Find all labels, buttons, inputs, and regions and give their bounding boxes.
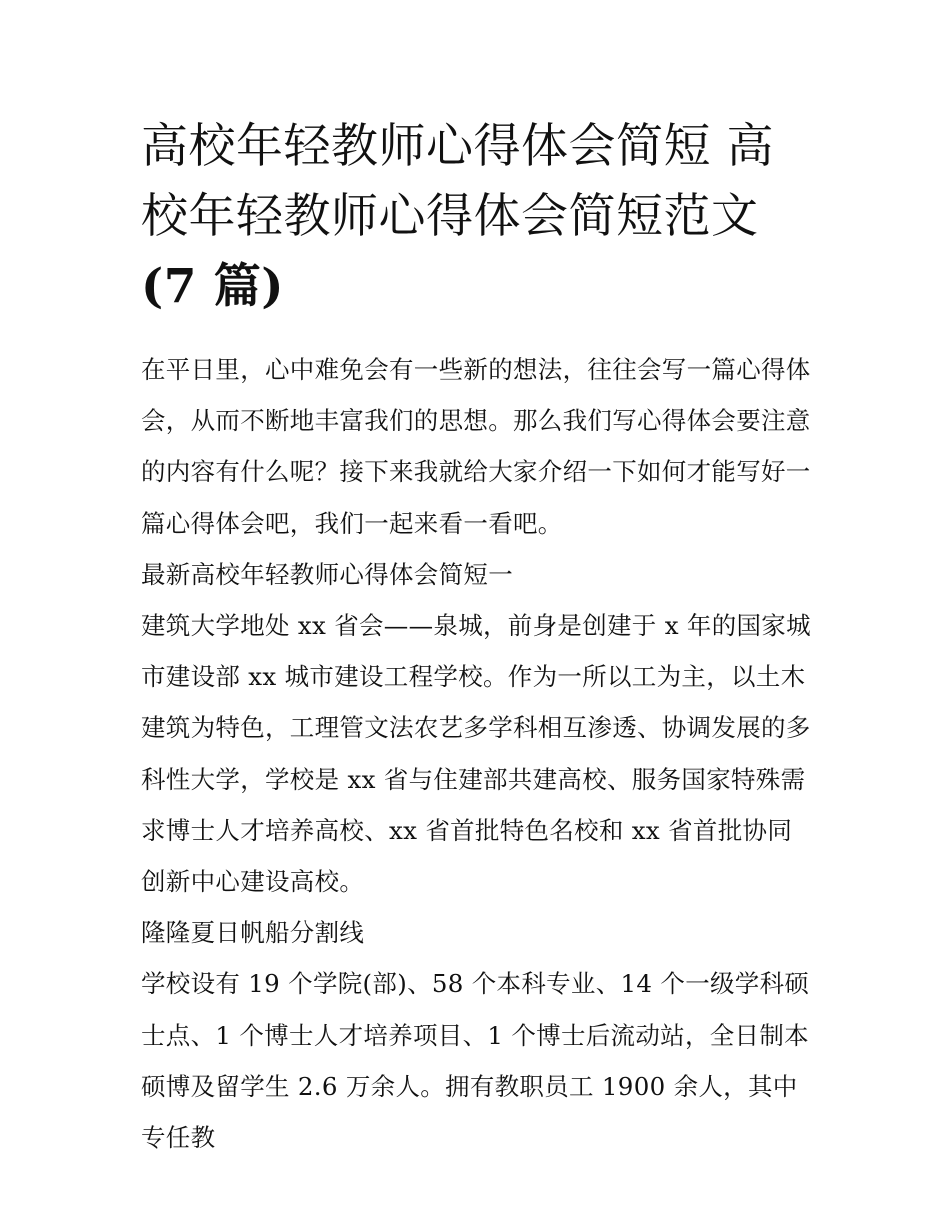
paragraph-university: 建筑大学地处 xx 省会——泉城，前身是创建于 x 年的国家城市建设部 xx 城市建设工程学校。作为一所以工为主，以土木建筑为特色，工理管文法农艺多学科相互渗透、协调发展的多科性大学，学校是 xx 省与住建部共建高校、服务国家特殊需求博士人才培养高校、xx 省首批特色名校和 xx 省首批协同创新中心建设高校。 — [141, 611, 811, 897]
document-body — [141, 344, 813, 1163]
paragraph-school-stats: 学校设有 19 个学院(部)、58 个本科专业、14 个一级学科硕士点、1 个博士人才培养项目、1 个博士后流动站，全日制本硕博及留学生 2.6 万余人。拥有教职员工 1900 余人，其中专任教 — [141, 969, 810, 1153]
paragraph-intro: 在平日里，心中难免会有一些新的想法，往往会写一篇心得体会，从而不断地丰富我们的思想。那么我们写心得体会要注意的内容有什么呢？接下来我就给大家介绍一下如何才能写好一篇心得体会吧，我们一起来看一看吧。 — [141, 355, 811, 538]
section-heading-1: 最新高校年轻教师心得体会简短一 — [141, 559, 513, 589]
document-content — [141, 112, 813, 1163]
document-title — [141, 112, 813, 322]
title-line-3: (7 篇) — [141, 259, 285, 314]
divider-text: 隆隆夏日帆船分割线 — [141, 918, 365, 948]
title-line-1: 高校年轻教师心得体会简短 高 — [141, 119, 774, 174]
title-line-2: 校年轻教师心得体会简短范文 — [141, 189, 759, 244]
